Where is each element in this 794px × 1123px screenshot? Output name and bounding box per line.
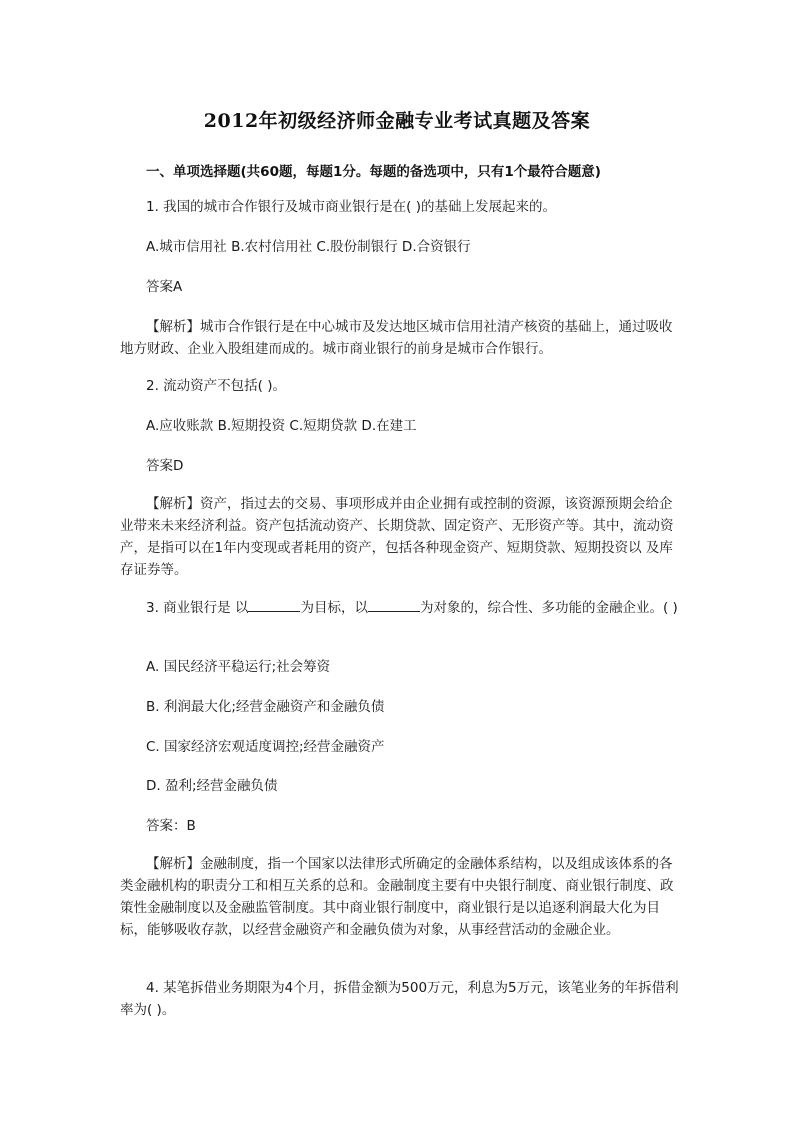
question-3-option-d: D. 盈利;经营金融负债 xyxy=(146,778,278,794)
fill-blank-1 xyxy=(248,597,300,612)
question-3-analysis: 【解析】金融制度，指一个国家以法律形式所确定的金融体系结构，以及组成该体系的各类金融机构的职责分工和相互关系的总和。金融制度主要有中央银行制度、商业银行制度、政策性金融制度以及金融监管制度。其中商业银行制度中，商业银行是以追逐利润最大化为目标，能够吸收存款，以经营金融资产和金融负债为对象，从事经营活动的金融企业。 xyxy=(120,856,674,938)
question-1-stem: 1. 我国的城市合作银行及城市商业银行是在( )的基础上发展起来的。 xyxy=(146,199,556,215)
question-2-answer: 答案D xyxy=(146,458,184,474)
question-3-option-c: C. 国家经济宏观适度调控;经营金融资产 xyxy=(146,739,385,755)
question-3-option-a: A. 国民经济平稳运行;社会筹资 xyxy=(146,659,331,675)
question-3-stem-part1: 3. 商业银行是 以 xyxy=(146,600,249,616)
question-2-options: A.应收账款 B.短期投资 C.短期贷款 D.在建工 xyxy=(146,418,417,434)
question-3-stem xyxy=(120,597,680,619)
question-1-answer: 答案A xyxy=(146,279,183,295)
question-1-analysis: 【解析】城市合作银行是在中心城市及发达地区城市信用社清产核资的基础上，通过吸收地方财政、企业入股组建而成的。城市商业银行的前身是城市合作银行。 xyxy=(120,319,673,357)
question-3-answer: 答案：B xyxy=(146,818,196,834)
question-2-analysis: 【解析】资产，指过去的交易、事项形成并由企业拥有或控制的资源，该资源预期会给企业带来未来经济利益。资产包括流动资产、长期贷款、固定资产、无形资产等。其中，流动资产，是指可以在1年内变现或者耗用的资产，包括各种现金资产、短期贷款、短期投资以 及库存证券等。 xyxy=(120,496,674,578)
question-3-option-b: B. 利润最大化;经营金融资产和金融负债 xyxy=(146,699,385,715)
question-1-options: A.城市信用社 B.农村信用社 C.股份制银行 D.合资银行 xyxy=(146,239,471,255)
document-title: 2012年初级经济师金融专业考试真题及答案 xyxy=(203,110,591,132)
section-heading: 一、单项选择题(共60题，每题1分。每题的备选项中，只有1个最符合题意) xyxy=(146,164,601,180)
question-4-stem: 4. 某笔拆借业务期限为4个月，拆借金额为500万元，利息为5万元，该笔业务的年拆借利率为( )。 xyxy=(120,980,679,1018)
question-2-stem: 2. 流动资产不包括( )。 xyxy=(146,378,286,394)
question-3-stem-part2: 为目标，以 xyxy=(300,600,368,616)
question-3-stem-part3: 为对象的，综合性、多功能的金融企业。( ) xyxy=(419,600,678,616)
fill-blank-2 xyxy=(368,597,420,612)
